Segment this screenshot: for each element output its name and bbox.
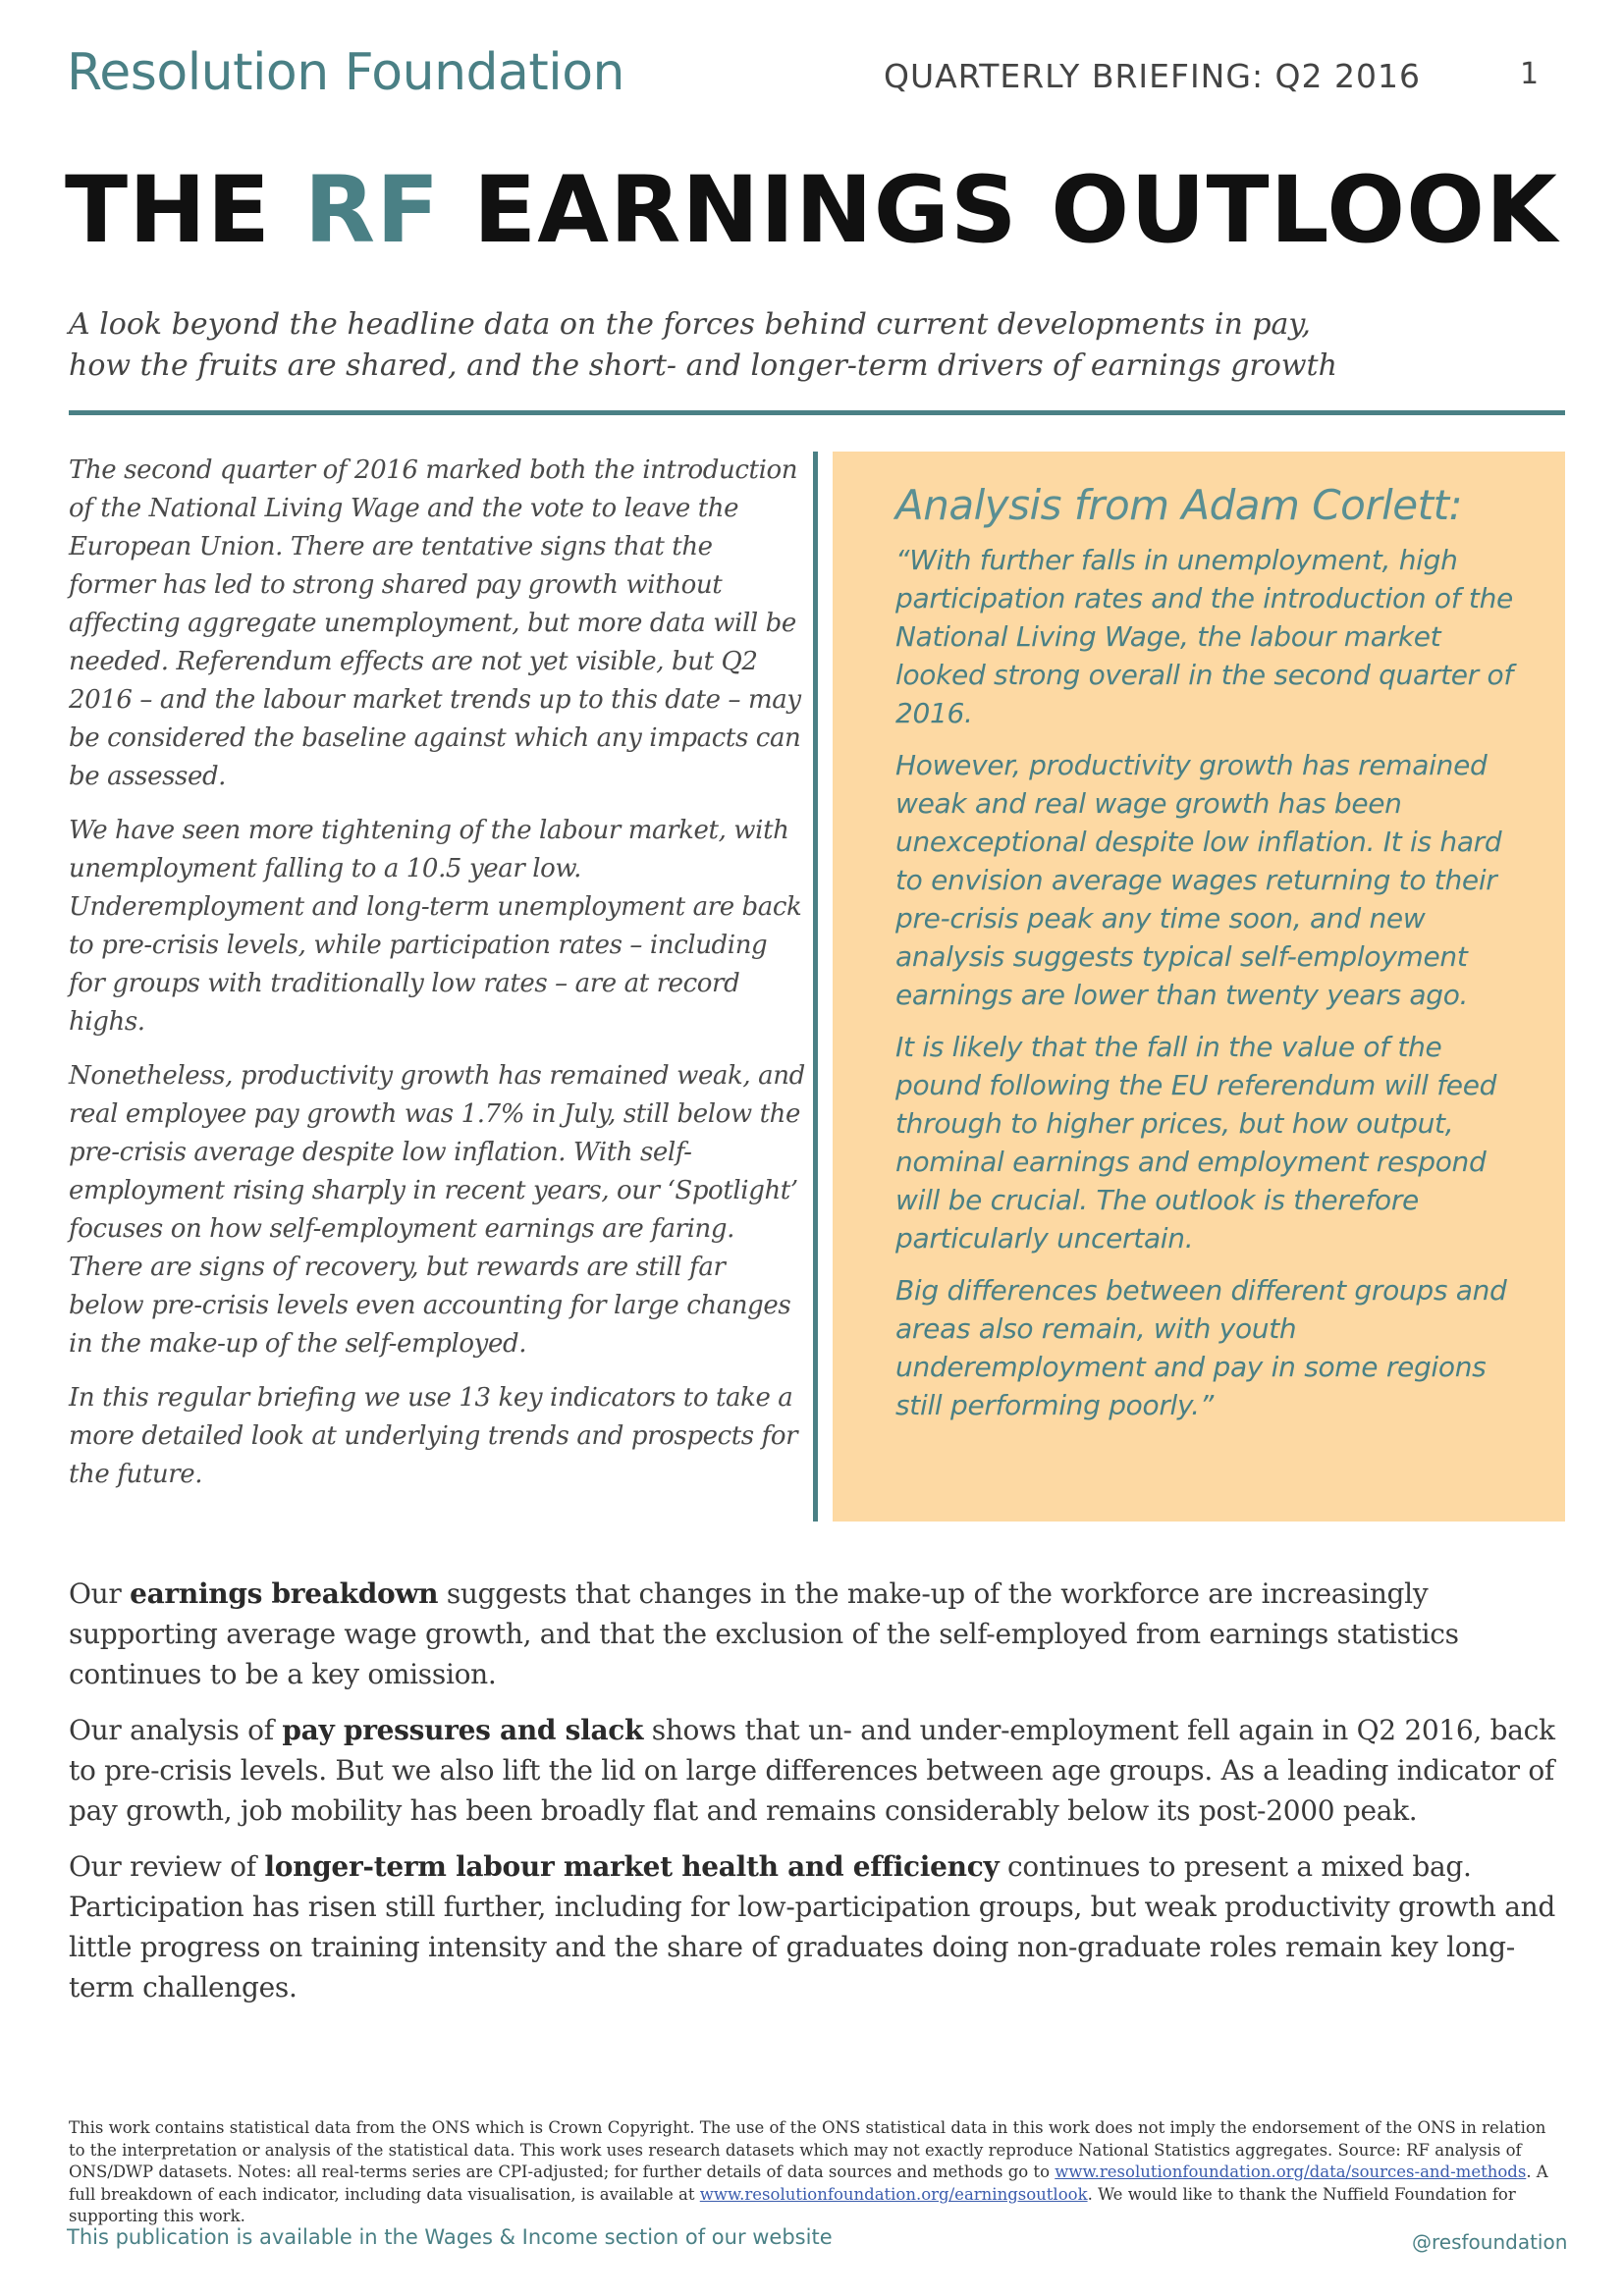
analysis-heading: Analysis from Adam Corlett: [895, 481, 1463, 529]
title-part1: THE [65, 157, 304, 264]
intro-paragraph-1: The second quarter of 2016 marked both the introduction of the National Living Wage and the vote to leave the European Union. There are tentative signs that the former has led to strong shared pay growth without affecting aggregate unemployment, but more data will be needed. Referendum effects are not yet visible, but Q2 2016 – and the labour market trends up to this date – may be considered the baseline against which any impacts can be assessed. [69, 455, 801, 791]
intro-column [69, 452, 805, 1510]
subtitle-line-1: A look beyond the headline data on the forces behind current developments in pay, [69, 307, 1311, 342]
analysis-paragraph-2: However, productivity growth has remained weak and real wage growth has been unexceptional despite low inflation. It is hard to envision average wages returning to their pre-crisis peak any time soon, and new analysis suggests typical self-employment earnings are lower than twenty years ago. [895, 749, 1502, 1011]
header-rule [69, 410, 1565, 415]
summary-emphasis: earnings breakdown [130, 1577, 439, 1610]
summary-text: shows that un- and under-employment fell again in Q2 2016, back to pre-crisis levels. But we also lift the lid on large differences between age groups. As a leading indicator of pay growth, job mobility has been broadly flat and remains considerably below its post-2000 peak. [69, 1714, 1555, 1827]
summary-paragraph-pay [69, 1710, 1561, 1831]
page-number: 1 [1520, 57, 1540, 91]
title-part2: EARNINGS OUTLOOK [440, 157, 1558, 264]
title-accent: RF [303, 157, 441, 264]
sources-methods-link[interactable]: www.resolutionfoundation.org/data/sources-and-methods [1055, 2163, 1527, 2181]
footnote-text: . We would like to thank the Nuffield Foundation for supporting this work. [69, 2184, 1516, 2225]
intro-paragraph-3: Nonetheless, productivity growth has remained weak, and real employee pay growth was 1.7% in July, still below the pre-crisis average despite low inflation. With self-employment rising sharply in recent years, our ‘Spotlight’ focuses on how self-employment earnings are faring. There are signs of recovery, but rewards are still far below pre-crisis levels even accounting for large changes in the make-up of the self-employed. [69, 1061, 805, 1359]
twitter-handle: @resfoundation [1412, 2230, 1568, 2254]
summary-text: suggests that changes in the make-up of the workforce are increasingly supporting average wage growth, and that the exclusion of the self-employed from earnings statistics continues to be a key omission. [69, 1577, 1459, 1690]
brand-logo-text: Resolution Foundation [67, 43, 624, 102]
analysis-paragraph-3: It is likely that the fall in the value of the pound following the EU referendum will feed through to higher prices, but how output, nominal earnings and employment respond will be crucial. The outlook is therefore particularly uncertain. [895, 1031, 1497, 1255]
publication-note: This publication is available in the Wages & Income section of our website [67, 2225, 833, 2249]
summary-section [69, 1574, 1561, 2023]
footnote-text: . A full breakdown of each indicator, including data visualisation, is available at [69, 2163, 1548, 2204]
summary-emphasis: longer-term labour market health and efficiency [264, 1850, 1000, 1883]
analysis-paragraph-1: “With further falls in unemployment, high participation rates and the introduction of the National Living Wage, the labour market looked strong overall in the second quarter of 2016. [895, 544, 1513, 729]
intro-paragraph-2: We have seen more tightening of the labour market, with unemployment falling to a 10.5 year low. Underemployment and long-term unemployment are back to pre-crisis levels, while participation rates – including for groups with traditionally low rates – are at record highs. [69, 816, 802, 1037]
summary-emphasis: pay pressures and slack [282, 1714, 644, 1746]
briefing-label: QUARTERLY BRIEFING: Q2 2016 [884, 57, 1421, 95]
summary-text: Our analysis of [69, 1714, 283, 1746]
summary-paragraph-health [69, 1846, 1561, 2007]
footnote-text: This work contains statistical data from the ONS which is Crown Copyright. The use of the ONS statistical data in this work does not imply the endorsement of the ONS in relation to the interpretation or analysis of the statistical data. This work uses research datasets which may not exactly reproduce National Statistics aggregates. Source: RF analysis of ONS/DWP datasets. Notes: all real-terms series are CPI-adjusted; for further details of data sources and methods go to [69, 2118, 1546, 2181]
analysis-paragraph-4: Big differences between different groups and areas also remain, with youth underemployment and pay in some regions still performing poorly.” [895, 1274, 1507, 1421]
footnote [69, 2117, 1561, 2228]
subtitle-line-2: how the fruits are shared, and the short- and longer-term drivers of earnings growth [69, 348, 1337, 383]
column-divider [813, 452, 818, 1522]
earnings-outlook-link[interactable]: www.resolutionfoundation.org/earningsoutlook [699, 2184, 1088, 2204]
intro-paragraph-4: In this regular briefing we use 13 key indicators to take a more detailed look at underlying trends and prospects for the future. [69, 1383, 798, 1489]
summary-text: continues to present a mixed bag. Participation has risen still further, including for low-participation groups, but weak productivity growth and little progress on training intensity and the share of graduates doing non-graduate roles remain key long-term challenges. [69, 1850, 1555, 2003]
summary-text: Our [69, 1577, 131, 1610]
subtitle [69, 304, 1561, 387]
page-title [65, 157, 1558, 264]
summary-paragraph-earnings [69, 1574, 1561, 1694]
analysis-callout [833, 452, 1565, 1522]
summary-text: Our review of [69, 1850, 265, 1883]
